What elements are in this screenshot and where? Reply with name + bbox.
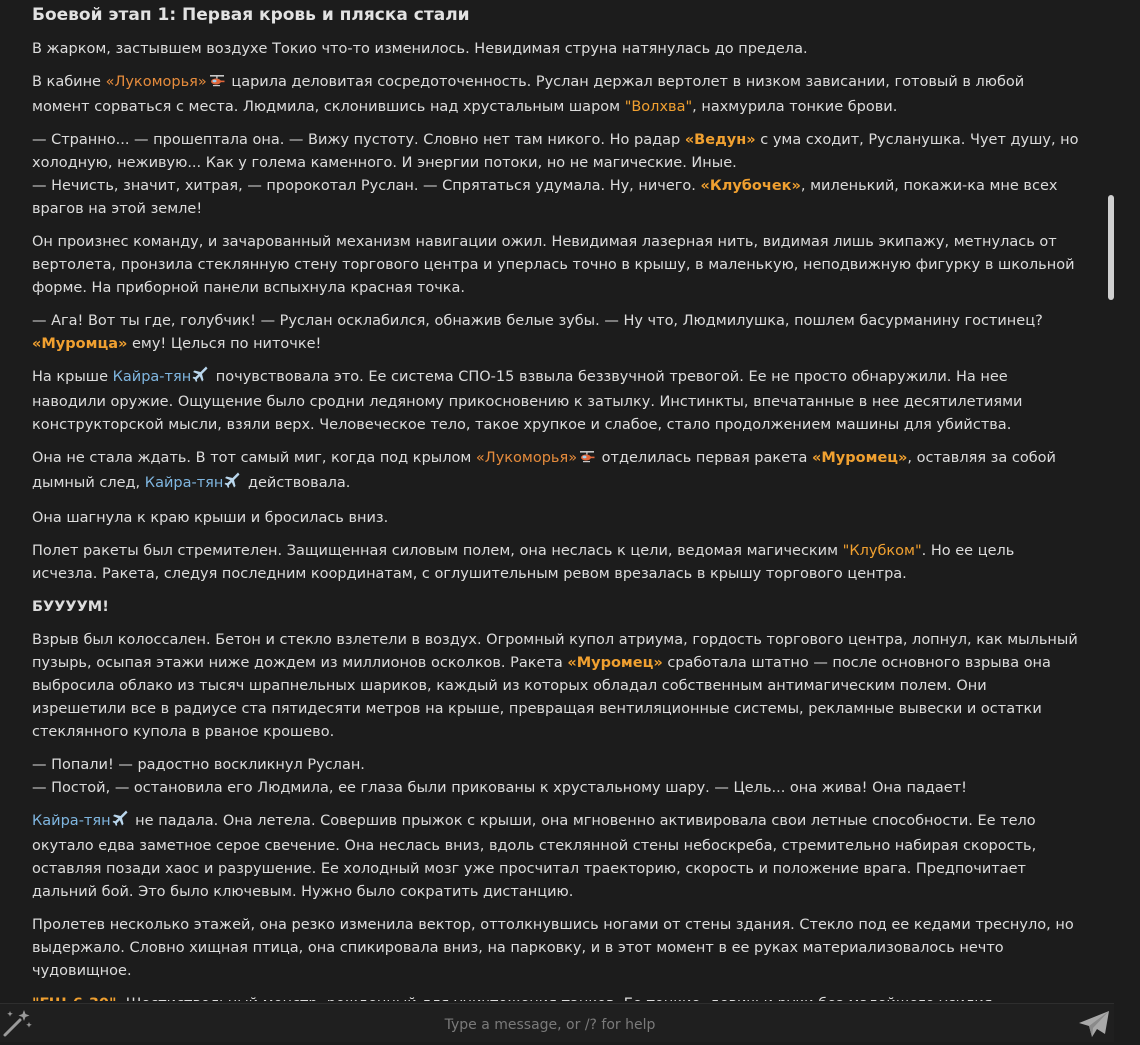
scrollbar-thumb[interactable] <box>1108 195 1114 300</box>
name-kaira: Кайра-тян <box>112 369 192 385</box>
name-volkhva: "Волхва" <box>624 99 693 115</box>
name-kaira: Кайра-тян <box>144 475 224 491</box>
paragraph-1: В жарком, застывшем воздухе Токио что-то изменилось. Невидимая струна натянулась до предела. <box>32 41 808 57</box>
paragraph-11: Взрыв был колоссален. Бетон и стекло взлетели в воздух. Огромный купол атриума, гордость торгового центра, лопнул, как мыльный пузырь, осыпая этажи ниже дождем из миллионов осколков. Ракета «Муромец» сработала штатно — после основного взрыва она выбросила облако из тысяч шрапнельных шариков, каждый из которых обладал собственным антимагическим полем. Они изрешетили все в радиусе ста пятидесяти метров на крыше, превращая вентиляционные системы, рекламные вывески и остатки стеклянного купола в рваное крошево. <box>32 632 1078 740</box>
name-muromets: «Муромец» <box>812 450 908 466</box>
send-icon[interactable] <box>1076 1009 1112 1041</box>
paragraph-13: Кайра-тян не падала. Она летела. Совершив прыжок с крыши, она мгновенно активировала свои летные способности. Ее тело окутало едва заметное серое свечение. Она неслась вниз, вдоль стеклянной стены небоскреба, стремительно набирая скорость, оставляя позади хаос и разрушение. Ее холодный мозг уже просчитал траекторию, скорость и положение врага. Предпочитает дальний бой. Это было ключевым. Нужно было сократить дистанцию. <box>32 810 1082 904</box>
name-lukomorye: «Лукоморья» <box>475 450 578 466</box>
paragraph-10: БУУУУМ! <box>32 599 109 615</box>
paragraph-5: — Ага! Вот ты где, голубчик! — Руслан осклабился, обнажив белые зубы. — Ну что, Людмилушка, пошлем басурманину гостинец? «Муромца» ему! Целься по ниточке! <box>32 313 1043 352</box>
paragraph-8: Она шагнула к краю крыши и бросилась вниз. <box>32 510 389 526</box>
paragraph-6: На крыше Кайра-тян почувствовала это. Ее система СПО-15 взвыла беззвучной тревогой. Ее не просто обнаружили. На нее наводили оружие. Ощущение было сродни ледяному прикосновению к затылку. Инстинкты, впечатанные в нее десятилетиями конструкторской мысли, взяли верх. Человеческое тело, такое хрупкое и слабое, стало продолжением машины для убийства. <box>32 366 1082 437</box>
name-klubochek: «Клубочек» <box>700 178 801 194</box>
name-murometsa: «Муромца» <box>32 336 128 352</box>
paragraph-9: Полет ракеты был стремителен. Защищенная силовым полем, она неслась к цели, ведомая магическим "Клубком". Но ее цель исчезла. Ракета, следуя последним координатам, с оглушительным ревом врезалась в крышу торгового центра. <box>32 543 1015 582</box>
magic-wand-icon[interactable] <box>2 1008 34 1038</box>
story-title: Боевой этап 1: Первая кровь и пляска стали <box>32 5 470 25</box>
name-klubkom: "Клубком" <box>842 543 922 559</box>
paragraph-4: Он произнес команду, и зачарованный механизм навигации ожил. Невидимая лазерная нить, видимая лишь экипажу, метнулась от вертолета, пронзила стеклянную стену торгового центра и уперлась точно в крышу, в маленькую, неподвижную фигурку в школьной форме. На приборной панели вспыхнула красная точка. <box>32 234 1075 296</box>
paragraph-2: В кабине «Лукоморья» царила деловитая сосредоточенность. Руслан держал вертолет в низком зависании, готовый в любой момент сорваться с места. Людмила, склонившись над хрустальным шаром "Волхва", нахмурила тонкие брови. <box>32 74 1025 115</box>
jet-icon <box>193 367 209 391</box>
name-vedun: «Ведун» <box>684 132 756 148</box>
paragraph-3: — Странно... — прошептала она. — Вижу пустоту. Словно нет там никого. Но радар «Ведун» с ума сходит, Русланушка. Чует душу, но холодную, неживую... Как у голема каменного. И энергии потоки, но не магические. Иные. — Нечисть, значит, хитрая, — пророкотал Руслан. — Спрятаться удумала. Ну, ничего. «Клубочек», миленький, покажи-ка мне всех врагов на этой земле! <box>32 132 1079 217</box>
composer-bar <box>0 1003 1114 1042</box>
jet-icon <box>113 811 129 835</box>
paragraph-14: Пролетев несколько этажей, она резко изменила вектор, оттолкнувшись ногами от стены здания. Стекло под ее кедами треснуло, но выдержало. Словно хищная птица, она спикировала вниз, на парковку, и в этот момент в ее руках материализовалось нечто чудовищное. <box>32 917 1074 979</box>
helicopter-icon <box>209 73 225 96</box>
helicopter-icon <box>579 449 595 472</box>
paragraph-12: — Попали! — радостно воскликнул Руслан. — Постой, — остановила его Людмила, ее глаза были прикованы к хрустальному шару. — Цель... она жива! Она падает! <box>32 757 967 796</box>
message-composer <box>0 1001 1140 1041</box>
paragraph-7: Она не стала ждать. В тот самый миг, когда под крылом «Лукоморья» отделилась первая ракета «Муромец», оставляя за собой дымный след, Кайра-тян действовала. <box>32 447 1082 497</box>
name-muromets: «Муромец» <box>567 655 663 671</box>
jet-icon <box>225 473 241 497</box>
name-kaira: Кайра-тян <box>32 813 111 829</box>
name-lukomorye: «Лукоморья» <box>105 74 207 90</box>
message-input[interactable] <box>48 1011 1052 1039</box>
